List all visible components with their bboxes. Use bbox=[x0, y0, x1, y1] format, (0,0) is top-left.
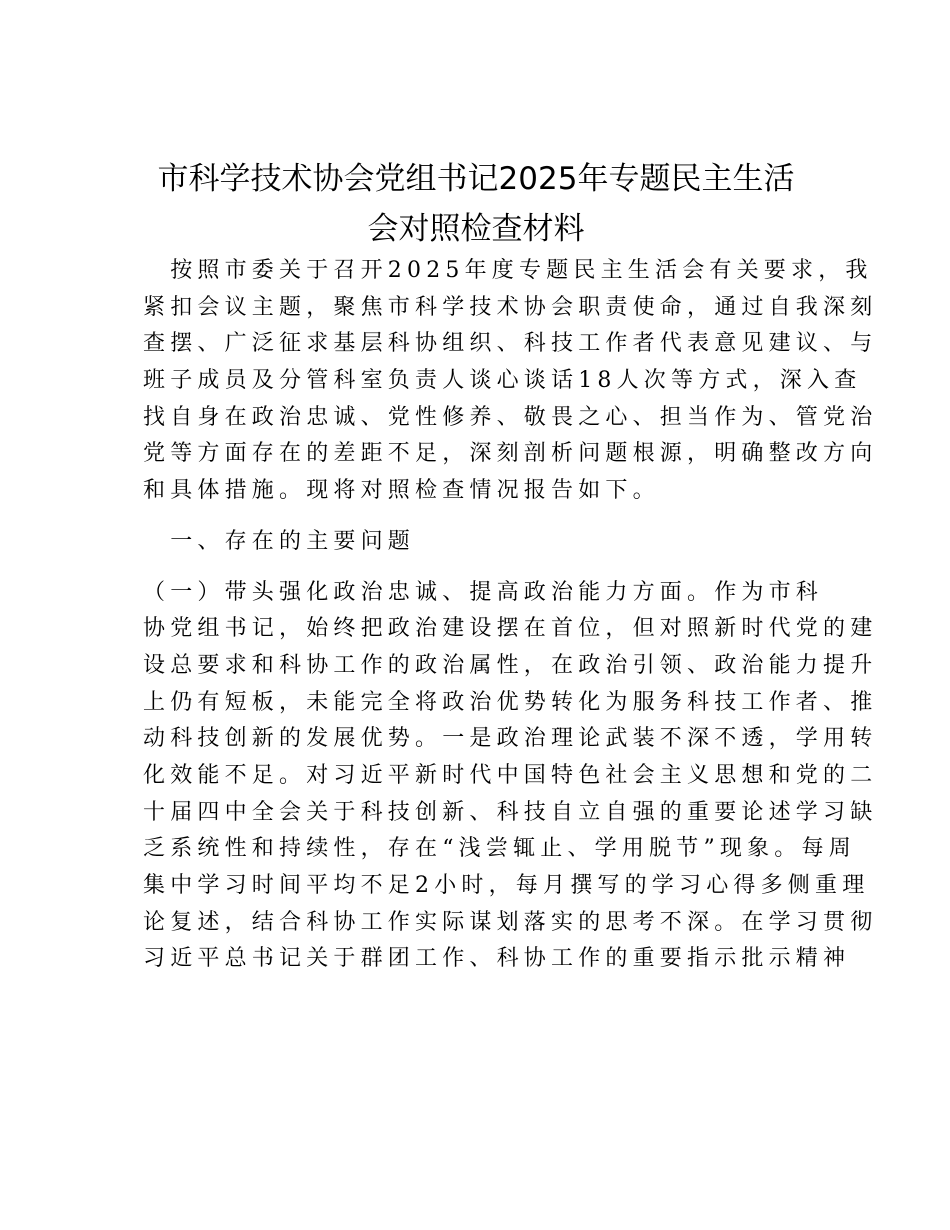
text-line: 乏系统性和持续性，存在“浅尝辄止、学用脱节”现象。每周 bbox=[143, 836, 856, 862]
text-line: 动科技创新的发展优势。一是政治理论武装不深不透，学用转 bbox=[143, 726, 878, 752]
text-line: 集中学习时间平均不足2小时，每月撰写的学习心得多侧重理 bbox=[143, 873, 870, 898]
paragraph-spacer bbox=[143, 510, 809, 524]
text-line: 习近平总书记关于群团工作、科协工作的重要指示批示精神 bbox=[143, 946, 851, 972]
text-line: 紧扣会议主题，聚焦市科学技术协会职责使命，通过自我深刻 bbox=[143, 294, 878, 320]
title-line-1: 市科学技术协会党组书记2025年专题民主生活 bbox=[157, 161, 795, 197]
text-line: 十届四中全会关于科技创新、科技自立自强的重要论述学习缺 bbox=[143, 799, 878, 825]
subsection-paragraph bbox=[143, 575, 878, 979]
document-title bbox=[143, 154, 809, 254]
text-line: 设总要求和科协工作的政治属性，在政治引领、政治能力提升 bbox=[143, 652, 878, 678]
text-line: 论复述，结合科协工作实际谋划落实的思考不深。在学习贯彻 bbox=[143, 909, 878, 935]
title-line-2: 会对照检查材料 bbox=[367, 211, 585, 247]
text-line: （一）带头强化政治忠诚、提高政治能力方面。作为市科 bbox=[143, 579, 824, 605]
text-line: 党等方面存在的差距不足，深刻剖析问题根源，明确整改方向 bbox=[143, 441, 878, 467]
text-line: 协党组书记，始终把政治建设摆在首位，但对照新时代党的建 bbox=[143, 616, 878, 642]
text-line: 找自身在政治忠诚、党性修养、敬畏之心、担当作为、管党治 bbox=[143, 404, 878, 430]
text-line: 和具体措施。现将对照检查情况报告如下。 bbox=[143, 478, 660, 504]
intro-paragraph bbox=[143, 253, 878, 510]
text-line: 按照市委关于召开2025年度专题民主生活会有关要求，我 bbox=[143, 258, 873, 283]
paragraph-spacer bbox=[143, 561, 809, 575]
text-line: 班子成员及分管科室负责人谈心谈话18人次等方式，深入查 bbox=[143, 368, 862, 394]
text-line: 化效能不足。对习近平新时代中国特色社会主义思想和党的二 bbox=[143, 762, 878, 788]
section-heading: 一、存在的主要问题 bbox=[143, 528, 416, 554]
document-body bbox=[143, 253, 878, 978]
text-line: 上仍有短板，未能完全将政治优势转化为服务科技工作者、推 bbox=[143, 689, 878, 715]
text-line: 查摆、广泛征求基层科协组织、科技工作者代表意见建议、与 bbox=[143, 331, 878, 357]
